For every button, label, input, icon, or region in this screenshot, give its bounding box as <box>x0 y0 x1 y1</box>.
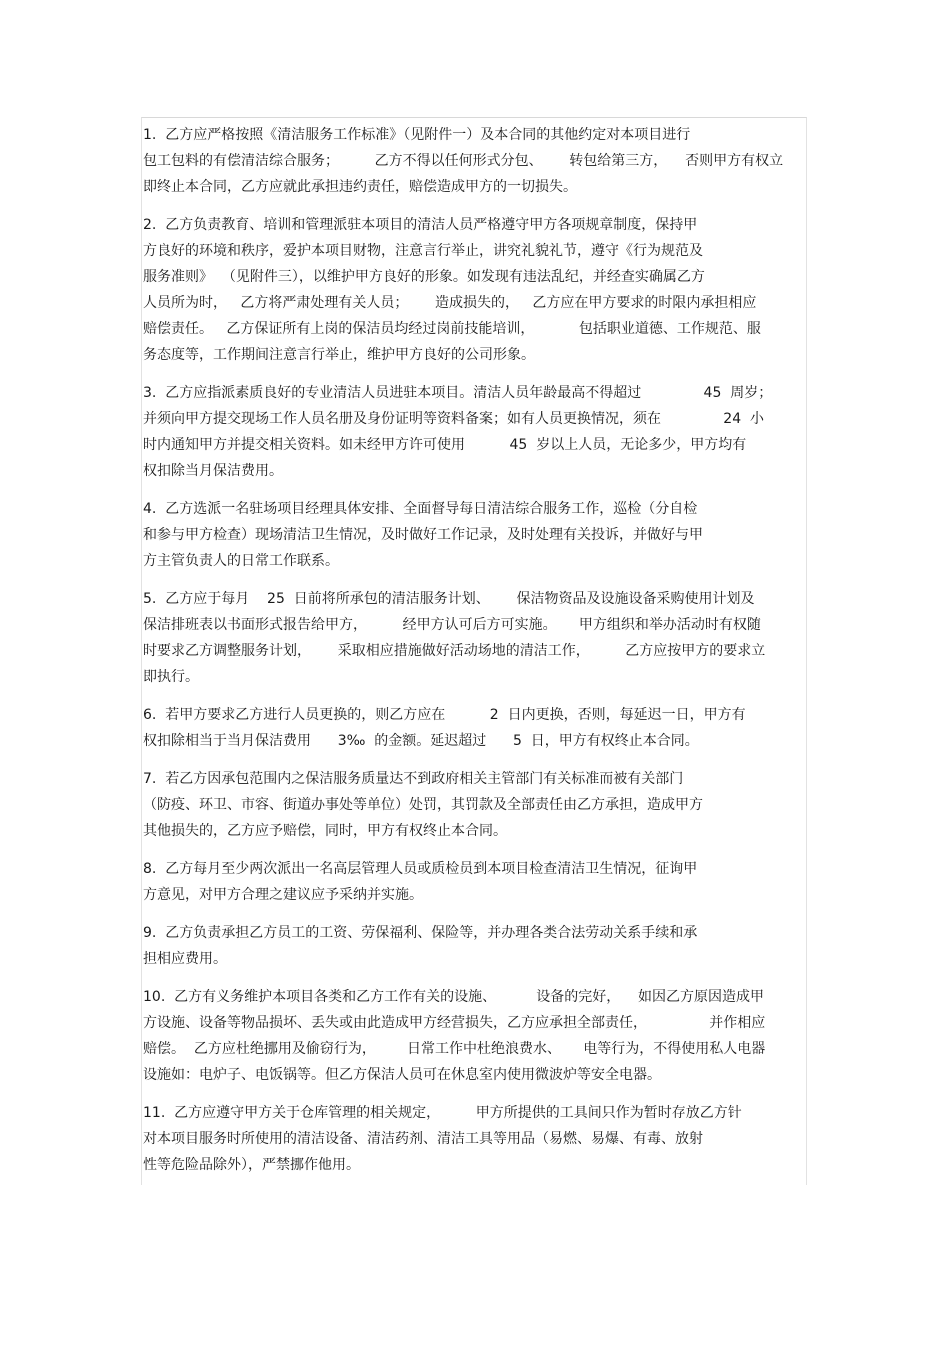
clause-line: 1. 乙方应严格按照《清洁服务工作标准》（见附件一）及本合同的其他约定对本项目进行 <box>143 127 691 143</box>
clause-line: 3. 乙方应指派素质良好的专业清洁人员进驻本项目。清洁人员年龄最高不得超过 45 周岁； <box>143 385 773 401</box>
clause-11 <box>143 1100 813 1178</box>
clause-line: 对本项目服务时所使用的清洁设备、清洁药剂、清洁工具等用品（易燃、易爆、有毒、放射 <box>143 1131 703 1147</box>
clause-line: 10. 乙方有义务维护本项目各类和乙方工作有关的设施、 设备的完好， 如因乙方原因造成甲 <box>143 989 765 1005</box>
clause-2 <box>143 212 813 368</box>
clause-9 <box>143 920 813 972</box>
clause-line: 权扣除当月保洁费用。 <box>143 463 283 479</box>
clause-line: 5. 乙方应于每月 25 日前将所承包的清洁服务计划、 保洁物资品及设施设备采购使用计划及 <box>143 591 755 607</box>
clause-7 <box>143 766 813 844</box>
clause-line: 赔偿责任。 乙方保证所有上岗的保洁员均经过岗前技能培训， 包括职业道德、工作规范、服 <box>143 321 761 337</box>
clause-3 <box>143 380 813 484</box>
clause-line: 设施如：电炉子、电饭锅等。但乙方保洁人员可在休息室内使用微波炉等安全电器。 <box>143 1067 661 1083</box>
clause-line: 6. 若甲方要求乙方进行人员更换的，则乙方应在 2 日内更换，否则，每延迟一日，甲方有 <box>143 707 746 723</box>
clause-6 <box>143 702 813 754</box>
clause-line: 并须向甲方提交现场工作人员名册及身份证明等资料备案；如有人员更换情况，须在 24 小 <box>143 411 765 427</box>
clause-line: 8. 乙方每月至少两次派出一名高层管理人员或质检员到本项目检查清洁卫生情况，征询甲 <box>143 861 698 877</box>
contract-clauses <box>143 122 813 1190</box>
clause-line: 保洁排班表以书面形式报告给甲方， 经甲方认可后方可实施。 甲方组织和举办活动时有权随 <box>143 617 761 633</box>
clause-line: 即执行。 <box>143 669 199 685</box>
clause-line: 7. 若乙方因承包范围内之保洁服务质量达不到政府相关主管部门有关标准而被有关部门 <box>143 771 684 787</box>
clause-line: 方主管负责人的日常工作联系。 <box>143 553 339 569</box>
clause-line: 方意见，对甲方合理之建议应予采纳并实施。 <box>143 887 423 903</box>
clause-line: 时内通知甲方并提交相关资料。如未经甲方许可使用 45 岁以上人员，无论多少，甲方均有 <box>143 437 747 453</box>
clause-line: 服务准则》 （见附件三），以维护甲方良好的形象。如发现有违法乱纪，并经查实确属乙方 <box>143 269 705 285</box>
clause-line: 务态度等，工作期间注意言行举止，维护甲方良好的公司形象。 <box>143 347 535 363</box>
clause-line: 时要求乙方调整服务计划， 采取相应措施做好活动场地的清洁工作， 乙方应按甲方的要求立 <box>143 643 766 659</box>
clause-line: （防疫、环卫、市容、街道办事处等单位）处罚，其罚款及全部责任由乙方承担，造成甲方 <box>143 797 703 813</box>
clause-line: 9. 乙方负责承担乙方员工的工资、劳保福利、保险等，并办理各类合法劳动关系手续和承 <box>143 925 698 941</box>
clause-line: 4. 乙方选派一名驻场项目经理具体安排、全面督导每日清洁综合服务工作，巡检（分自检 <box>143 501 698 517</box>
clause-line: 方设施、设备等物品损坏、丢失或由此造成甲方经营损失，乙方应承担全部责任， 并作相应 <box>143 1015 766 1031</box>
clause-8 <box>143 856 813 908</box>
clause-line: 2. 乙方负责教育、培训和管理派驻本项目的清洁人员严格遵守甲方各项规章制度，保持甲 <box>143 217 698 233</box>
clause-line: 权扣除相当于当月保洁费用 3‰ 的金额。延迟超过 5 日，甲方有权终止本合同。 <box>143 733 699 749</box>
clause-line: 赔偿。 乙方应杜绝挪用及偷窃行为， 日常工作中杜绝浪费水、 电等行为，不得使用私人电器 <box>143 1041 766 1057</box>
clause-1 <box>143 122 813 200</box>
clause-line: 性等危险品除外），严禁挪作他用。 <box>143 1157 360 1173</box>
clause-line: 其他损失的，乙方应予赔偿，同时，甲方有权终止本合同。 <box>143 823 507 839</box>
clause-line: 和参与甲方检查）现场清洁卫生情况，及时做好工作记录，及时处理有关投诉，并做好与甲 <box>143 527 703 543</box>
clause-line: 担相应费用。 <box>143 951 227 967</box>
clause-line: 11. 乙方应遵守甲方关于仓库管理的相关规定， 甲方所提供的工具间只作为暂时存放乙方针 <box>143 1105 742 1121</box>
clause-line: 方良好的环境和秩序，爱护本项目财物，注意言行举止，讲究礼貌礼节，遵守《行为规范及 <box>143 243 703 259</box>
clause-5 <box>143 586 813 690</box>
clause-line: 包工包料的有偿清洁综合服务； 乙方不得以任何形式分包、 转包给第三方， 否则甲方有权立 <box>143 153 784 169</box>
clause-line: 人员所为时， 乙方将严肃处理有关人员； 造成损失的， 乙方应在甲方要求的时限内承担相应 <box>143 295 757 311</box>
clause-10 <box>143 984 813 1088</box>
clause-line: 即终止本合同，乙方应就此承担违约责任，赔偿造成甲方的一切损失。 <box>143 179 577 195</box>
clause-4 <box>143 496 813 574</box>
